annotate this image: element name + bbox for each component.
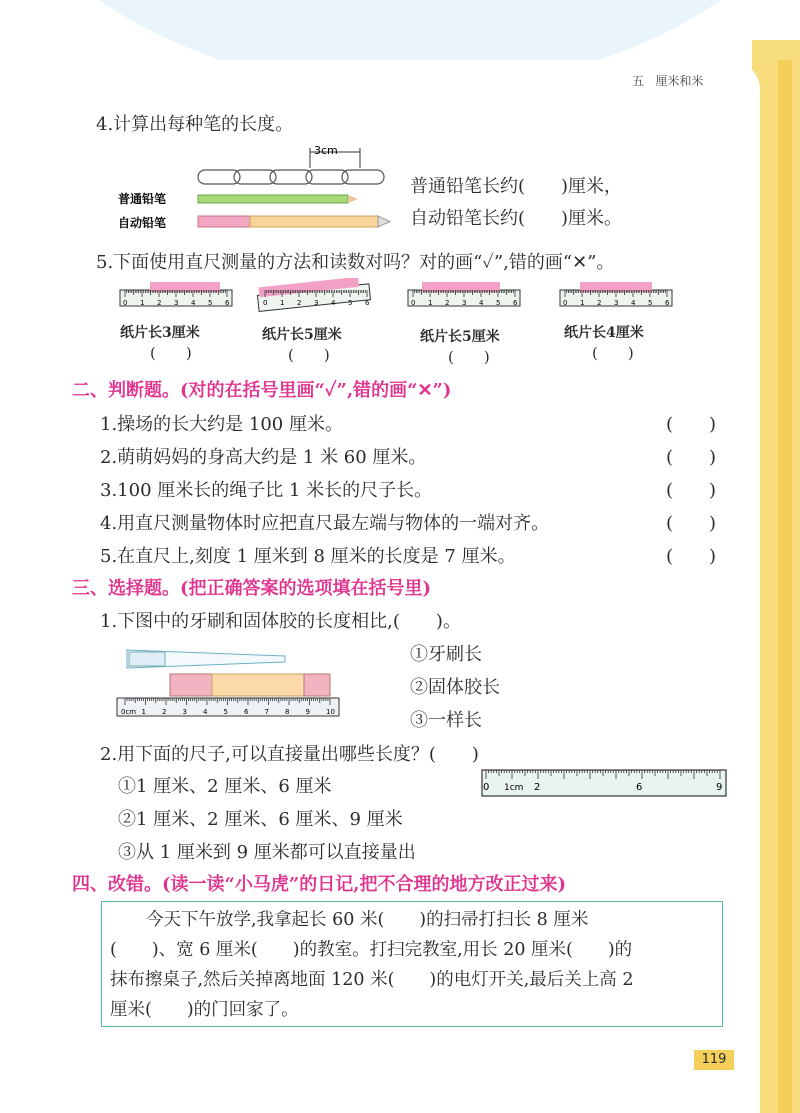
pencil-figure	[110, 140, 400, 235]
cm-ruler-label: 7	[264, 708, 269, 716]
ruler-3-label: 3	[462, 299, 467, 307]
broken-ruler-label-0: 0	[483, 782, 490, 793]
cm-ruler-label: 0cm	[121, 708, 137, 716]
mechanical-pencil-grip	[198, 216, 250, 227]
cm-ruler-label: 6	[244, 708, 249, 716]
ruler-4-label: 3	[614, 299, 619, 307]
ruler-3-label: 5	[496, 299, 501, 307]
mechanical-pencil-body	[250, 216, 378, 227]
judge-answer-1[interactable]: ( )	[666, 414, 717, 435]
q5-rulers	[110, 278, 680, 318]
ruler-2-label: 6	[365, 299, 370, 307]
ruler-2-label: 2	[297, 299, 302, 307]
ruler-4-label: 0	[563, 299, 568, 307]
ruler-2-label: 3	[314, 299, 319, 307]
judge-item-2: 2.萌萌妈妈的身高大约是 1 米 60 厘米。	[100, 447, 427, 468]
chapter-title: 厘米和米	[655, 74, 704, 88]
cm-ruler-label: 8	[285, 708, 290, 716]
ruler-1-label: 1	[140, 299, 145, 307]
scale-label: 3cm	[314, 144, 338, 157]
judge-answer-3[interactable]: ( )	[666, 480, 717, 501]
judge-item-1: 1.操场的长大约是 100 厘米。	[100, 414, 343, 435]
broken-ruler-label-2: 2	[534, 782, 541, 793]
cm-ruler-label: 9	[305, 708, 310, 716]
pencil2-label: 自动铅笔	[118, 216, 167, 230]
ruler-2-label: 4	[331, 299, 336, 307]
choice-q2-option-2[interactable]: ②1 厘米、2 厘米、6 厘米、9 厘米	[118, 809, 403, 830]
cm-ruler-label: 1	[141, 708, 146, 716]
ruler-3-label: 4	[479, 299, 484, 307]
cm-ruler-label: 10	[326, 708, 335, 716]
judge-answer-5[interactable]: ( )	[666, 546, 717, 567]
cm-ruler-label: 2	[162, 708, 167, 716]
ruler-1-label: 2	[157, 299, 162, 307]
page-number: 119	[694, 1050, 734, 1070]
chapter-number: 五	[632, 74, 645, 88]
diary-line-1: 今天下午放学,我拿起长 60 米( )的扫帚打扫长 8 厘米	[146, 910, 589, 930]
choice-q1-option-2[interactable]: ②固体胶长	[410, 677, 500, 698]
q5-caption-3: 纸片长5厘米	[420, 329, 500, 345]
choice-q1-title: 1.下图中的牙刷和固体胶的长度相比,( )。	[100, 611, 461, 632]
normal-pencil-tip	[348, 195, 358, 203]
judge-item-4: 4.用直尺测量物体时应把直尺最左端与物体的一端对齐。	[100, 513, 550, 534]
broken-ruler-label-6: 6	[636, 782, 643, 793]
broken-ruler-label-9: 9	[716, 782, 723, 793]
judge-answer-4[interactable]: ( )	[666, 513, 717, 534]
ruler-4-label: 6	[665, 299, 670, 307]
section3-title: 三、选择题。(把正确答案的选项填在括号里)	[72, 578, 432, 599]
q5-answer-3[interactable]: ( )	[448, 348, 490, 366]
glue-body	[212, 674, 304, 696]
glue-base	[304, 674, 330, 696]
ruler-4-label: 4	[631, 299, 636, 307]
choice-q1-option-3[interactable]: ③一样长	[410, 710, 482, 731]
pencil1-label: 普通铅笔	[118, 192, 167, 206]
diary-line-2: ( )、宽 6 厘米( )的教室。打扫完教室,用长 20 厘米( )的	[110, 940, 633, 960]
paperclip-chain	[198, 170, 384, 184]
mechanical-pencil-tip	[378, 216, 390, 227]
section4-title: 四、改错。(读一读“小马虎”的日记,把不合理的地方改正过来)	[72, 874, 567, 895]
q4-title: 4.计算出每种笔的长度。	[96, 114, 294, 135]
ruler-4-label: 1	[580, 299, 585, 307]
q5-answer-2[interactable]: ( )	[288, 346, 330, 364]
ruler-4-label: 5	[648, 299, 653, 307]
ruler-2-label: 1	[280, 299, 285, 307]
q5-caption-4: 纸片长4厘米	[564, 325, 644, 341]
normal-pencil	[198, 195, 348, 203]
chapter-header	[632, 72, 703, 89]
choice-q2-option-3[interactable]: ③从 1 厘米到 9 厘米都可以直接量出	[118, 842, 416, 863]
broken-ruler-figure	[478, 768, 730, 800]
choice-q1-option-1[interactable]: ①牙刷长	[410, 644, 482, 665]
ruler-3-label: 6	[513, 299, 518, 307]
judge-item-5: 5.在直尺上,刻度 1 厘米到 8 厘米的长度是 7 厘米。	[100, 546, 516, 567]
choice-q2-title: 2.用下面的尺子,可以直接量出哪些长度？( )	[100, 744, 479, 765]
ruler-3-label: 2	[445, 299, 450, 307]
ruler-1-label: 3	[174, 299, 179, 307]
q4-answer-2: 自动铅笔长约( )厘米。	[410, 208, 623, 229]
judge-answer-2[interactable]: ( )	[666, 447, 717, 468]
ruler-2-label: 5	[348, 299, 353, 307]
cm-ruler-label: 4	[203, 708, 208, 716]
q5-answer-4[interactable]: ( )	[592, 344, 634, 362]
glue-cap	[170, 674, 212, 696]
section2-title: 二、判断题。(对的在括号里画“✓”,错的画“✕”)	[72, 380, 452, 401]
toothbrush-glue-figure	[115, 640, 355, 720]
broken-ruler-label-1: 1cm	[504, 783, 524, 793]
ruler-1-label: 6	[225, 299, 230, 307]
diary-line-4: 厘米( )的门回家了。	[110, 1000, 299, 1020]
q4-answer-1: 普通铅笔长约( )厘米，	[410, 176, 623, 197]
ruler-1-label: 4	[191, 299, 196, 307]
cm-ruler-label: 5	[223, 708, 228, 716]
q5-caption-1: 纸片长3厘米	[120, 325, 200, 341]
q5-caption-2: 纸片长5厘米	[262, 327, 342, 343]
ruler-1-label: 5	[208, 299, 213, 307]
cm-ruler-label: 3	[182, 708, 187, 716]
ruler-3-label: 0	[411, 299, 416, 307]
page-edge-inner	[778, 60, 792, 1113]
q5-title: 5.下面使用直尺测量的方法和读数对吗？对的画“✓”,错的画“✕”。	[96, 252, 615, 273]
diary-line-3: 抹布擦桌子,然后关掉离地面 120 米( )的电灯开关,最后关上高 2	[110, 970, 634, 990]
ruler-1-label: 0	[123, 299, 128, 307]
q5-answer-1[interactable]: ( )	[150, 344, 192, 362]
choice-q2-option-1[interactable]: ①1 厘米、2 厘米、6 厘米	[118, 776, 332, 797]
diary-box	[101, 901, 723, 1027]
ruler-3-label: 1	[428, 299, 433, 307]
toothbrush-head	[129, 652, 165, 666]
q5-captions	[120, 322, 680, 366]
ruler-4-label: 2	[597, 299, 602, 307]
judge-item-3: 3.100 厘米长的绳子比 1 米长的尺子长。	[100, 480, 433, 501]
ruler-2-label: 0	[263, 299, 268, 307]
